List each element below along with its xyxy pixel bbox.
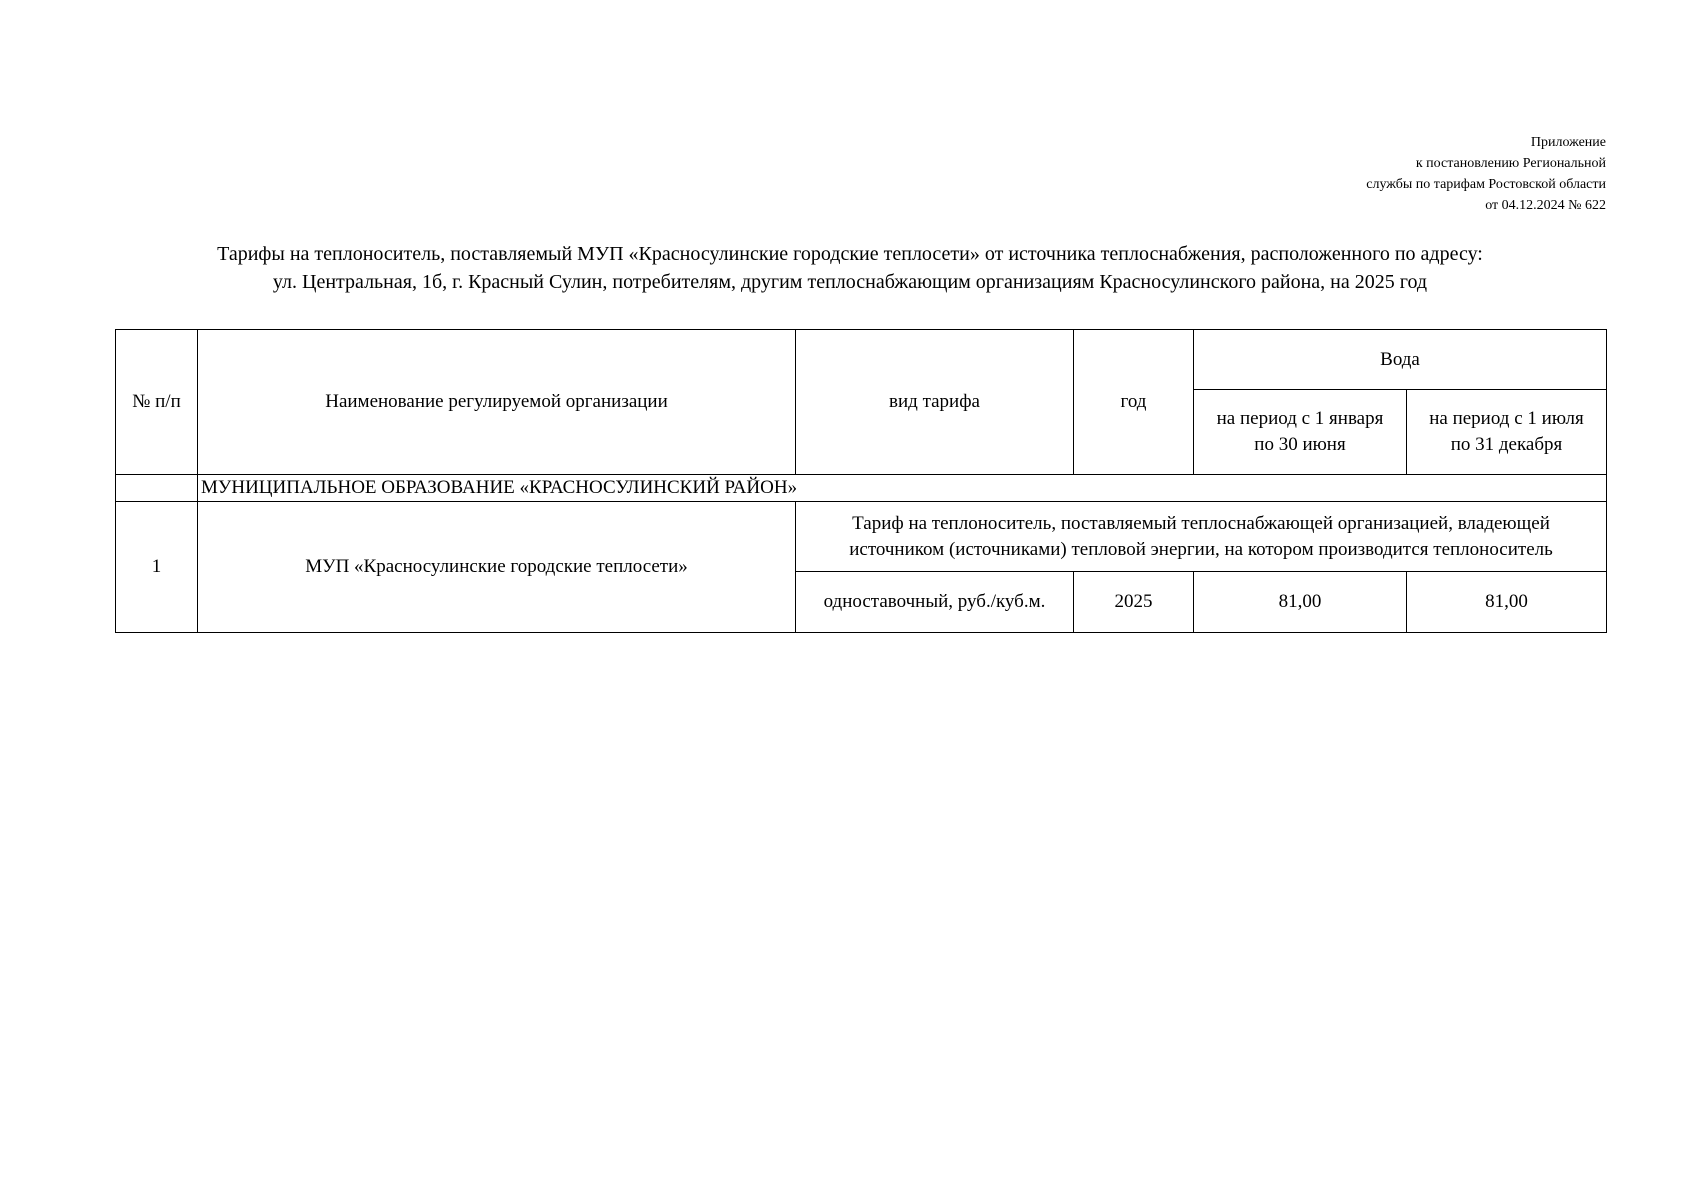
appendix-line: службы по тарифам Ростовской области — [1366, 177, 1606, 192]
title-line: ул. Центральная, 1б, г. Красный Сулин, потребителям, другим теплоснабжающим организациям Красносулинского района, на 2025 год — [272, 271, 1428, 293]
row-description-line: источником (источниками) тепловой энергии, на котором производится теплоноситель — [849, 538, 1553, 560]
header-period-2-line: на период с 1 июля — [1429, 408, 1584, 429]
header-year: год — [1074, 330, 1194, 475]
tariff-table — [115, 329, 1607, 633]
header-number: № п/п — [116, 330, 198, 475]
title-line: Тарифы на теплоноситель, поставляемый МУП «Красносулинские городские теплосети» от источника теплоснабжения, расположенного по адресу: — [217, 243, 1483, 265]
section-number — [116, 475, 198, 502]
section-label: МУНИЦИПАЛЬНОЕ ОБРАЗОВАНИЕ «КРАСНОСУЛИНСКИЙ РАЙОН» — [198, 475, 1607, 502]
header-period-1 — [1194, 390, 1407, 475]
header-water: Вода — [1194, 330, 1607, 390]
row-number: 1 — [116, 502, 198, 633]
header-period-2 — [1407, 390, 1607, 475]
row-organization: МУП «Красносулинские городские теплосети» — [198, 502, 796, 633]
appendix-line: Приложение — [1530, 135, 1606, 150]
row-year: 2025 — [1074, 572, 1194, 633]
header-tariff-type: вид тарифа — [796, 330, 1074, 475]
header-row — [116, 330, 1607, 390]
header-period-1-line: по 30 июня — [1254, 434, 1346, 455]
table-row — [116, 502, 1607, 572]
row-period-1-value: 81,00 — [1194, 572, 1407, 633]
row-tariff-type: одноставочный, руб./куб.м. — [796, 572, 1074, 633]
section-row — [116, 475, 1607, 502]
document-title — [100, 240, 1600, 296]
header-period-2-line: по 31 декабря — [1450, 434, 1563, 455]
header-organization: Наименование регулируемой организации — [198, 330, 796, 475]
appendix-block — [1186, 132, 1606, 216]
row-description-line: Тариф на теплоноситель, поставляемый теплоснабжающей организацией, владеющей — [852, 512, 1550, 534]
appendix-line: к постановлению Региональной — [1415, 156, 1606, 171]
header-period-1-line: на период с 1 января — [1216, 408, 1384, 429]
row-period-2-value: 81,00 — [1407, 572, 1607, 633]
appendix-line: от 04.12.2024 № 622 — [1485, 198, 1606, 213]
row-tariff-description — [796, 502, 1607, 572]
